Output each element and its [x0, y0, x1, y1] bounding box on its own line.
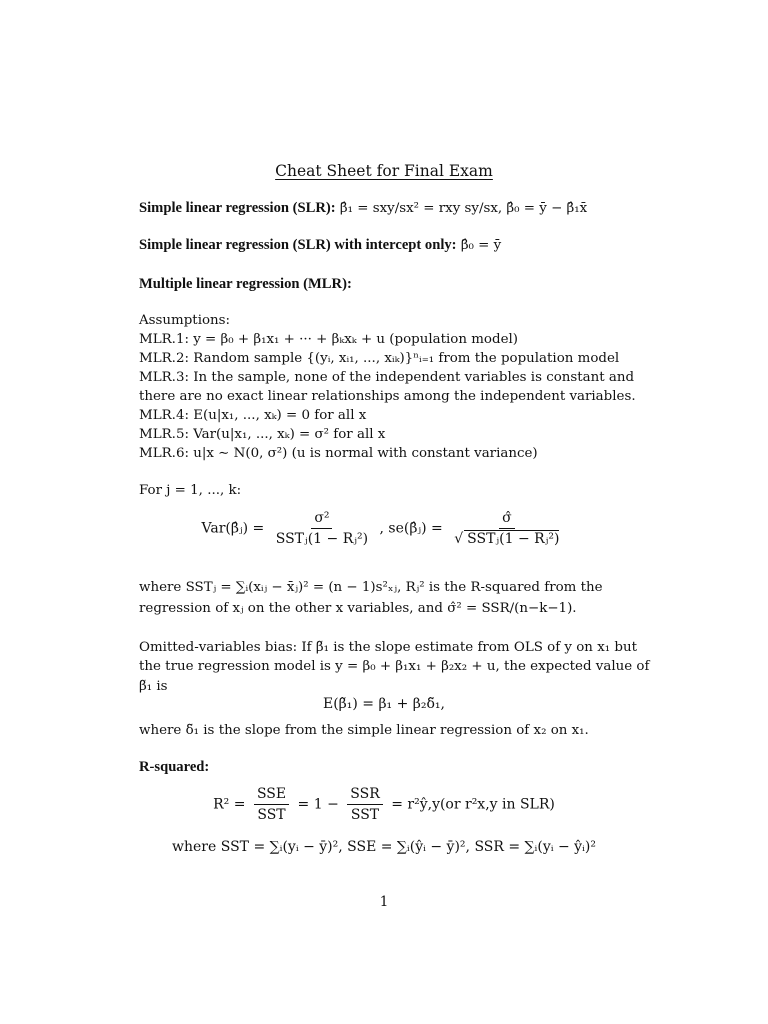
assumption-mlr3: MLR.3: In the sample, none of the independent variables is constant and — [139, 370, 635, 385]
page-number: 1 — [379, 894, 389, 910]
rsq-f1-numerator: SSE — [254, 786, 289, 805]
rsq-equation — [0, 786, 768, 823]
assumptions-label: Assumptions: — [139, 313, 231, 328]
rsq-rhs: = r²ŷ,y(or r²x,y in SLR) — [391, 796, 555, 813]
where-sst-line-2: regression of xⱼ on the other x variables, and σ̂² = SSR/(n−k−1). — [139, 601, 577, 616]
rsq-fraction-1 — [254, 786, 289, 823]
ovb-line-1: Omitted-variables bias: If β̃₁ is the slope estimate from OLS of y on x₁ but — [139, 640, 637, 655]
var-denominator: SSTⱼ(1 − Rⱼ²) — [275, 531, 369, 547]
rsq-mid: = 1 − — [297, 796, 339, 813]
assumption-mlr1: MLR.1: y = β₀ + β₁x₁ + ··· + βₖxₖ + u (population model) — [139, 332, 518, 347]
var-fraction — [273, 510, 371, 547]
slr-formula: β̂₁ = sxy/sx² = rxy sy/sx, β̂₀ = ȳ − β̂₁x̄ — [339, 201, 588, 216]
var-numerator: σ² — [311, 510, 332, 529]
assumption-mlr6: MLR.6: u|x ∼ N(0, σ²) (u is normal with constant variance) — [139, 446, 538, 461]
se-fraction — [451, 510, 562, 547]
for-j-line: For j = 1, ..., k: — [139, 483, 242, 498]
slr-intercept-line — [139, 236, 501, 255]
rsq-lhs: R² = — [213, 796, 246, 813]
rsq-where-line: where SST = ∑ᵢ(yᵢ − ȳ)², SSE = ∑ᵢ(ŷᵢ − ȳ)², SSR = ∑ᵢ(yᵢ − ŷᵢ)² — [172, 839, 596, 855]
se-numerator: σ̂ — [499, 510, 515, 529]
se-denominator: SSTⱼ(1 − Rⱼ²) — [464, 530, 559, 547]
rsq-f2-denominator: SST — [350, 807, 380, 823]
ovb-equation: E(β̃₁) = β₁ + β₂δ̃₁, — [322, 696, 445, 712]
assumption-mlr3-cont: there are no exact linear relationships among the independent variables. — [139, 389, 636, 404]
var-lhs: Var(β̂ⱼ) = — [201, 520, 265, 537]
rsq-f2-numerator: SSR — [347, 786, 382, 805]
slr-line — [139, 199, 587, 218]
page-title: Cheat Sheet for Final Exam — [275, 162, 493, 180]
rsq-fraction-2 — [347, 786, 382, 823]
se-lhs: , se(β̂ⱼ) = — [379, 520, 443, 537]
assumption-mlr2: MLR.2: Random sample {(yᵢ, xᵢ₁, ..., xᵢₖ)}ⁿᵢ₌₁ from the population model — [139, 351, 620, 366]
assumption-mlr4: MLR.4: E(u|x₁, ..., xₖ) = 0 for all x — [139, 408, 367, 423]
sqrt-sign-icon: √ — [454, 531, 464, 547]
variance-equation — [0, 510, 768, 547]
ovb-line-4: where δ̃₁ is the slope from the simple linear regression of x₂ on x₁. — [139, 723, 589, 738]
assumption-mlr5: MLR.5: Var(u|x₁, ..., xₖ) = σ² for all x — [139, 427, 386, 442]
ovb-line-2: the true regression model is y = β₀ + β₁x₁ + β₂x₂ + u, the expected value of — [139, 659, 650, 674]
ovb-line-3: β̃₁ is — [139, 679, 168, 694]
mlr-heading: Multiple linear regression (MLR): — [139, 276, 352, 292]
slr-intercept-formula: β̂₀ = ȳ — [460, 238, 502, 253]
rsq-heading: R-squared: — [139, 759, 210, 775]
slr-heading: Simple linear regression (SLR): — [139, 200, 336, 216]
rsq-f1-denominator: SST — [257, 807, 286, 823]
slr-intercept-heading: Simple linear regression (SLR) with intercept only: — [139, 237, 457, 253]
where-sst-line-1: where SSTⱼ = ∑ᵢ(xᵢⱼ − x̄ⱼ)² = (n − 1)s²ₓⱼ, Rⱼ² is the R-squared from the — [139, 580, 603, 595]
